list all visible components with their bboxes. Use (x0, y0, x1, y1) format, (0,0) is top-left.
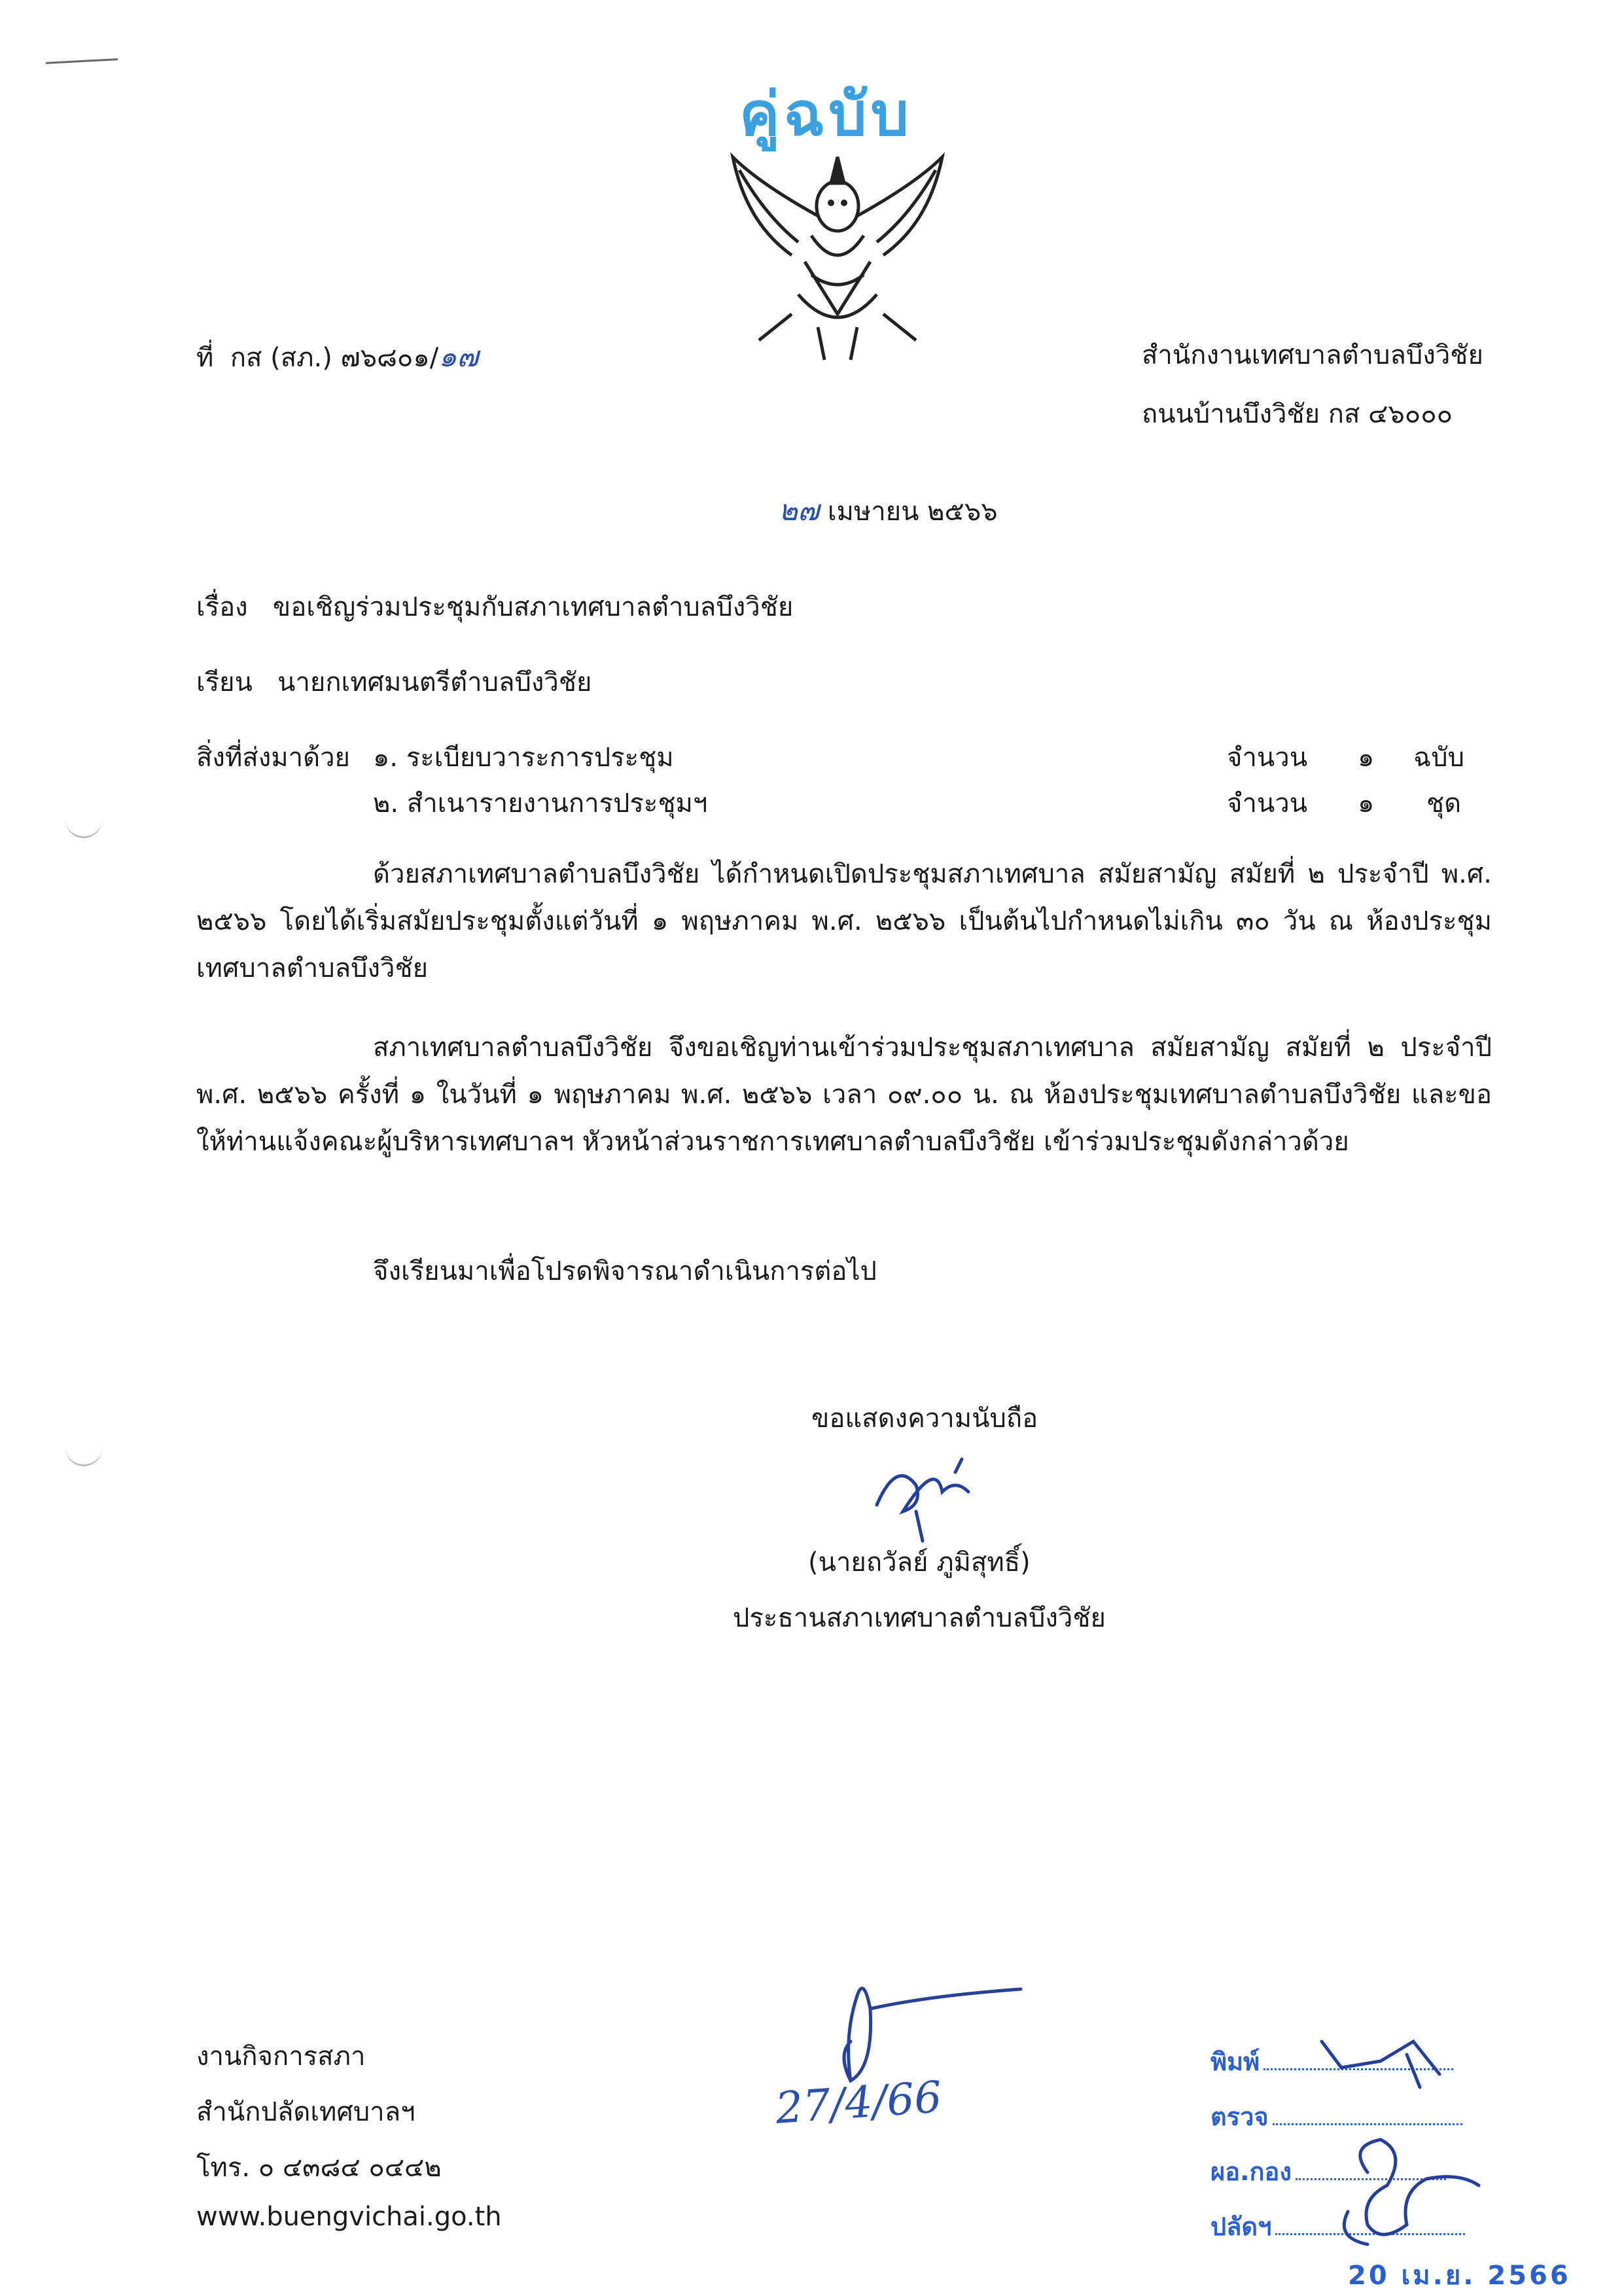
stamp-row: ปลัดฯ (1210, 2206, 1465, 2261)
to-value: นายกเทศมนตรีตำบลบึงวิชัย (277, 667, 592, 698)
subject-line (196, 586, 793, 627)
enclosure-item: ๒. สำเนารายงานการประชุมฯ (373, 788, 708, 819)
body-paragraph-1: ด้วยสภาเทศบาลตำบลบึงวิชัย ได้กำหนดเปิดประชุมสภาเทศบาล สมัยสามัญ สมัยที่ ๒ ประจำปี พ.ศ. ๒๕๖๖ โดยได้เริ่มสมัยประชุมตั้งแต่วันที่ ๑ พฤษภาคม พ.ศ. ๒๕๖๖ เป็นต้นไปกำหนดไม่เกิน ๓๐ วัน ณ ห้องประชุมเทศบาลตำบลบึงวิชัย (196, 859, 1492, 983)
reference-line (196, 334, 478, 380)
footer-unit: งานกิจการสภา (196, 2041, 366, 2072)
closing-salutation: ขอแสดงความนับถือ (811, 1404, 1038, 1434)
enclosure-unit: ชุด (1426, 788, 1462, 819)
to-line (196, 661, 592, 703)
reference-label: ที่ (196, 343, 214, 373)
garuda-emblem (720, 144, 955, 366)
copy-stamp: คู่ฉบับ (739, 79, 913, 149)
reference-handwritten-no: ๑๗ (438, 340, 479, 374)
reference-value: กส (สภ.) ๗๖๘๐๑/ (230, 343, 439, 373)
stamp-row: ตรวจ (1210, 2096, 1465, 2151)
to-label: เรียน (196, 667, 253, 698)
punch-hole-bottom (65, 1446, 102, 1466)
signer-position: ประธานสภาเทศบาลตำบลบึงวิชัย (733, 1603, 1106, 1633)
body-paragraph-3: จึงเรียนมาเพื่อโปรดพิจารณาดำเนินการต่อไป (373, 1256, 877, 1286)
enclosure-item: ๑. ระเบียบวาระการประชุม (373, 743, 674, 773)
enclosure-qty: ๑ (1358, 743, 1375, 773)
punch-hole-top (65, 818, 102, 838)
enclosure-unit: ฉบับ (1413, 743, 1465, 773)
signature (857, 1446, 1001, 1544)
stamp-row: ผอ.กอง (1210, 2151, 1465, 2206)
date-handwritten-day: ๒๗ (779, 494, 820, 527)
footer-office: สำนักปลัดเทศบาลฯ (196, 2097, 415, 2127)
enclosure-qty-label: จำนวน (1227, 788, 1308, 819)
body-paragraph-2: สภาเทศบาลตำบลบึงวิชัย จึงขอเชิญท่านเข้าร่วมประชุมสภาเทศบาล สมัยสามัญ สมัยที่ ๒ ประจำปี พ.ศ. ๒๕๖๖ ครั้งที่ ๑ ในวันที่ ๑ พฤษภาคม พ.ศ. ๒๕๖๖ เวลา ๐๙.๐๐ น. ณ ห้องประชุมเทศบาลตำบลบึงวิชัย และขอให้ท่านแจ้งคณะผู้บริหารเทศบาลฯ หัวหน้าส่วนราชการเทศบาลตำบลบึงวิชัย เข้าร่วมประชุมดังกล่าวด้วย (196, 1033, 1492, 1157)
letter-date (779, 487, 998, 533)
date-month-year: เมษายน ๒๕๖๖ (827, 497, 998, 527)
stamp-signatures (1309, 2028, 1544, 2264)
subject-label: เรื่อง (196, 592, 248, 622)
approval-stamp-date: 20 เม.ย. 2566 (1348, 2261, 1571, 2291)
footer-phone: โทร. ๐ ๔๓๘๔ ๐๔๔๒ (196, 2153, 442, 2183)
subject-value: ขอเชิญร่วมประชุมกับสภาเทศบาลตำบลบึงวิชัย (272, 592, 794, 622)
enclosure-qty-label: จำนวน (1227, 743, 1308, 773)
sender-office: สำนักงานเทศบาลตำบลบึงวิชัย (1142, 340, 1483, 370)
scan-mark (46, 58, 118, 64)
handwritten-date: 27/4/66 (773, 2072, 944, 2134)
stamp-row: พิมพ์ (1210, 2041, 1465, 2096)
signer-name: (นายถวัลย์ ภูมิสุทธิ์) (808, 1547, 1031, 1578)
enclosures-label: สิ่งที่ส่งมาด้วย (196, 743, 350, 773)
sender-address: ถนนบ้านบึงวิชัย กส ๔๖๐๐๐ (1142, 399, 1453, 429)
enclosure-qty: ๑ (1358, 788, 1375, 819)
footer-website: www.buengvichai.go.th (196, 2202, 502, 2232)
